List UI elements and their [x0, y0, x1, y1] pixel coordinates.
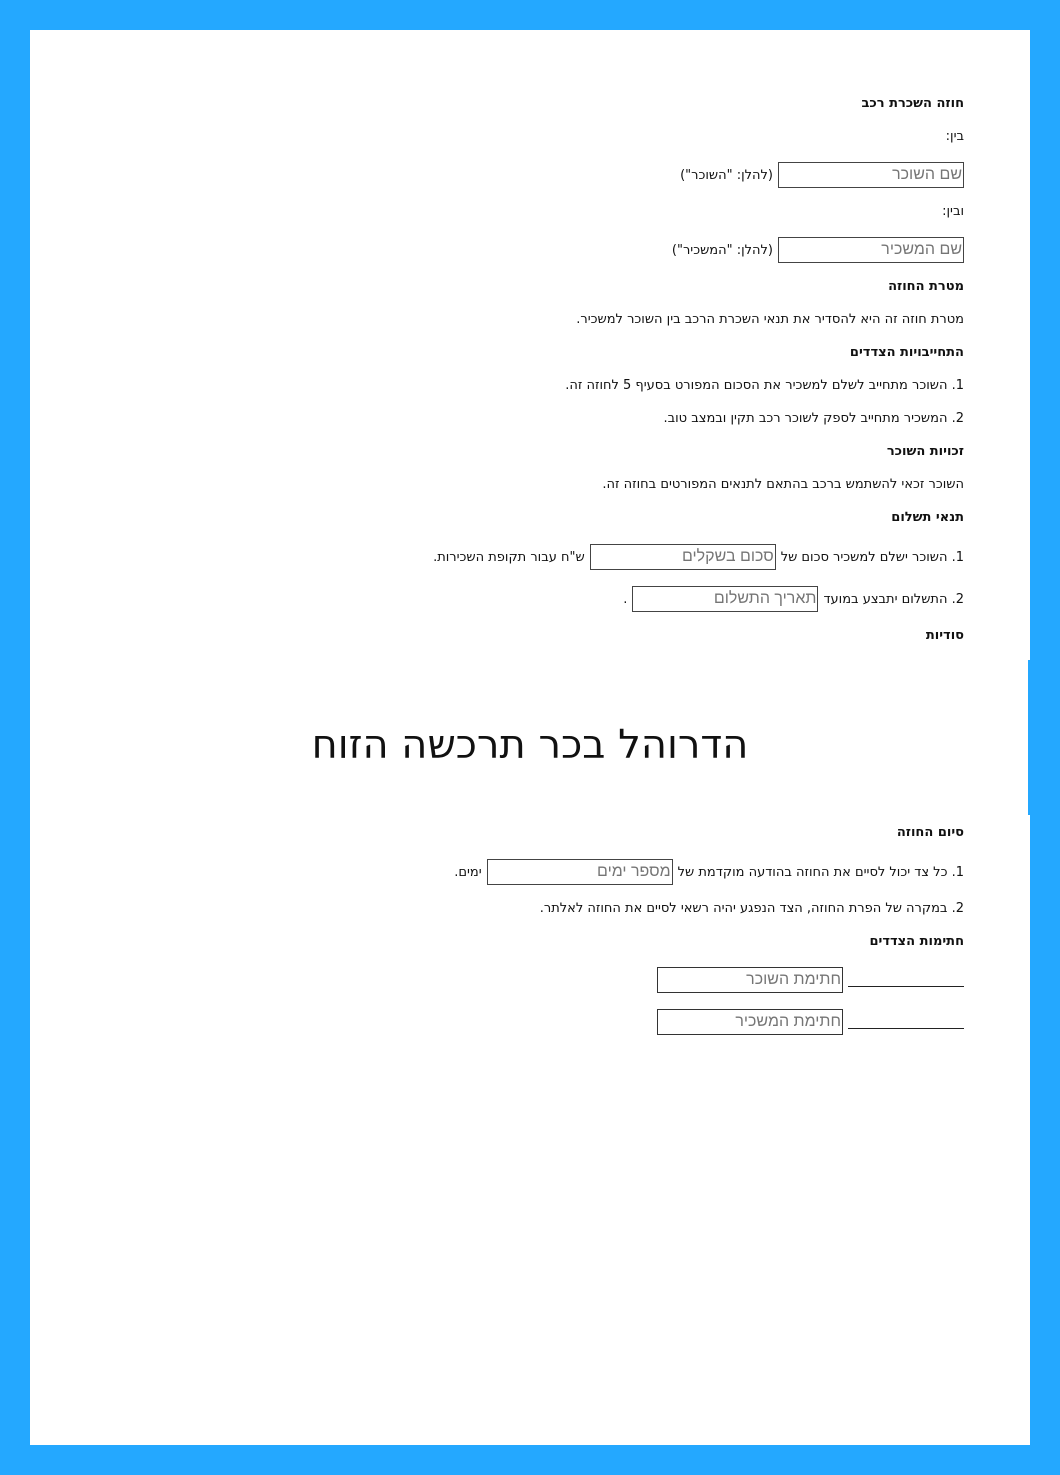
obligation-item-1-text: 1. השוכר מתחייב לשלם למשכיר את הסכום המפורט בסעיף 5 לחוזה זה. — [565, 378, 964, 393]
owner-suffix: (להלן: "המשכיר") — [671, 242, 773, 258]
renter-signature-underline — [848, 974, 964, 987]
edge-divider — [1028, 660, 1030, 815]
payment-item-1-suffix: ש"ח עבור תקופת השכירות. — [433, 549, 585, 565]
payment-heading-text: תנאי תשלום — [891, 510, 964, 525]
renter-signature-line — [657, 967, 964, 993]
rights-text-content: השוכר זכאי להשתמש ברכב בהתאם לתנאים המפורטים בחוזה זה. — [602, 477, 964, 492]
termination-item-1-prefix: 1. כל צד יכול לסיים את החוזה בהודעה מוקדמת של — [677, 864, 964, 880]
owner-line — [672, 237, 964, 263]
payment-item-1-prefix: 1. השוכר ישלם למשכיר סכום של — [780, 549, 964, 565]
termination-heading-text: סיום החוזה — [896, 825, 964, 840]
rights-heading-text: זכויות השוכר — [886, 444, 964, 459]
between-label-text: בין: — [945, 129, 964, 144]
watermark-text: הדרוהל בכר תרכשה הזוח — [311, 722, 749, 768]
confidentiality-heading-text: סודיות — [925, 628, 964, 643]
notice-days-input[interactable] — [487, 859, 673, 885]
contract-title-text: חוזה השכרת רכב — [861, 96, 964, 111]
obligation-item-2 — [663, 411, 964, 426]
purpose-heading — [888, 279, 964, 294]
owner-signature-input[interactable] — [657, 1009, 843, 1035]
termination-heading — [897, 825, 964, 840]
obligations-heading — [850, 345, 964, 360]
termination-item-2 — [540, 901, 964, 916]
obligation-item-2-text: 2. המשכיר מתחייב לספק לשוכר רכב תקין ובמצב טוב. — [663, 411, 964, 426]
rights-text — [602, 477, 964, 492]
owner-signature-line — [657, 1009, 964, 1035]
termination-item-1 — [454, 859, 964, 885]
purpose-text-content: מטרת חוזה זה היא להסדיר את תנאי השכרת הרכב בין השוכר למשכיר. — [576, 312, 964, 327]
rights-heading — [887, 444, 964, 459]
contract-title — [861, 96, 964, 111]
renter-signature-input[interactable] — [657, 967, 843, 993]
payment-heading — [891, 510, 964, 525]
obligations-heading-text: התחייבויות הצדדים — [849, 345, 964, 360]
payment-item-2 — [623, 586, 964, 612]
signatures-heading — [870, 934, 965, 949]
confidentiality-heading — [926, 628, 964, 643]
and-between-label — [942, 204, 964, 219]
renter-name-input[interactable] — [778, 162, 964, 188]
renter-line — [680, 162, 964, 188]
owner-signature-underline — [848, 1016, 964, 1029]
obligation-item-1 — [565, 378, 964, 393]
amount-input[interactable] — [590, 544, 776, 570]
termination-item-2-text: 2. במקרה של הפרת החוזה, הצד הנפגע יהיה רשאי לסיים את החוזה לאלתר. — [539, 901, 964, 916]
payment-item-2-suffix: . — [623, 591, 628, 607]
renter-suffix: (להלן: "השוכר") — [680, 167, 773, 183]
reversed-title-watermark — [30, 722, 1030, 768]
owner-name-input[interactable] — [778, 237, 964, 263]
between-label — [946, 129, 964, 144]
document-page — [30, 30, 1030, 1445]
payment-item-1 — [433, 544, 964, 570]
purpose-text — [576, 312, 964, 327]
signatures-heading-text: חתימות הצדדים — [869, 934, 964, 949]
payment-item-2-prefix: 2. התשלום יתבצע במועד — [823, 591, 964, 607]
payment-date-input[interactable] — [632, 586, 818, 612]
purpose-heading-text: מטרת החוזה — [888, 279, 964, 294]
termination-item-1-suffix: ימים. — [454, 864, 482, 880]
and-between-label-text: ובין: — [942, 204, 964, 219]
